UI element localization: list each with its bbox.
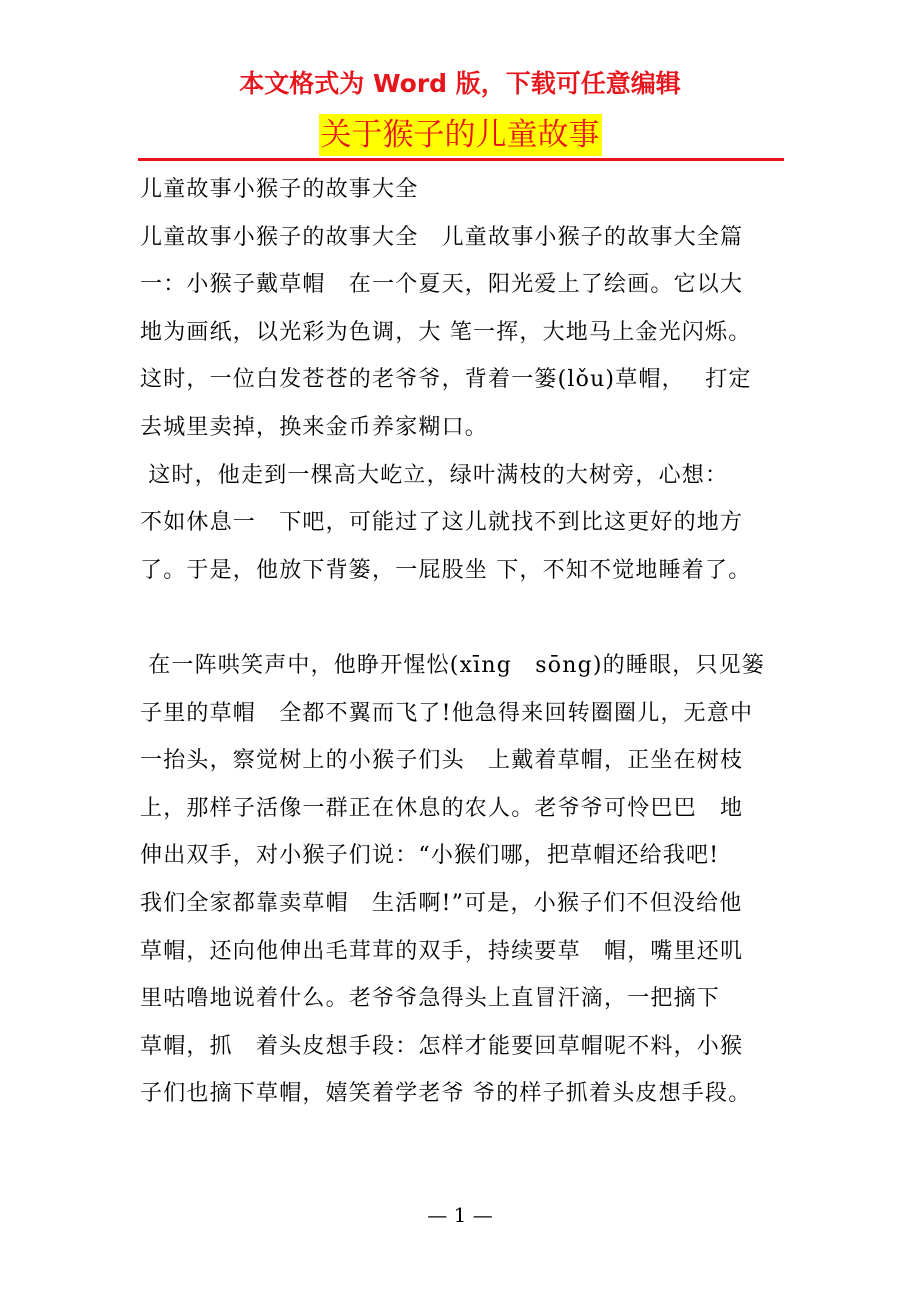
paragraph-line: 上，那样子活像一群正在休息的农人。老爷爷可怜巴巴 地 [140,795,744,821]
format-notice-banner: 本文格式为 Word 版，下载可任意编辑 [239,69,681,98]
paragraph-line: 一抬头，察觉树上的小猴子们头 上戴着草帽，正坐在树枝 [140,748,744,774]
subtitle-line: 儿童故事小猴子的故事大全 [140,177,419,202]
paragraph-line: 子们也摘下草帽，嬉笑着学老爷 爷的样子抓着头皮想手段。 [140,1081,752,1107]
document-title: 关于猴子的儿童故事 [319,114,602,156]
document-title-wrapper [0,114,920,156]
paragraph-line: 儿童故事小猴子的故事大全 儿童故事小猴子的故事大全篇 [140,224,744,250]
title-divider [138,158,784,161]
paragraph-line: 我们全家都靠卖草帽 生活啊!”可是，小猴子们不但没给他 [140,890,743,916]
paragraph-line: 里咕噜地说着什么。老爷爷急得头上直冒汗滴，一把摘下 [140,986,721,1012]
paragraph-line: 不如休息一 下吧，可能过了这儿就找不到比这更好的地方 [140,510,744,536]
paragraph-line: 这时，他走到一棵高大屹立，绿叶满枝的大树旁，心想： [140,462,729,488]
paragraph-line: 草帽，还向他伸出毛茸茸的双手，持续要草 帽，嘴里还叽 [140,938,744,964]
document-body [140,166,785,1118]
paragraph-line: 伸出双手，对小猴子们说：“小猴们哪，把草帽还给我吧! [140,843,720,869]
paragraph-line: 草帽，抓 着头皮想手段：怎样才能要回草帽呢不料，小猴 [140,1033,744,1059]
page-number: — 1 — [427,1203,493,1227]
paragraph-line: 去城里卖掉，换来金币养家糊口。 [140,414,489,440]
paragraph-line: 在一阵哄笑声中，他睁开惺忪(xīng sōng)的睡眼，只见篓 [140,652,766,678]
paragraph-line: 地为画纸，以光彩为色调，大 笔一挥，大地马上金光闪烁。 [140,319,752,345]
blank-line [140,594,785,642]
paragraph-line: 一：小猴子戴草帽 在一个夏天，阳光爱上了绘画。它以大 [140,272,744,298]
paragraph-line: 这时，一位白发苍苍的老爷爷，背着一篓(lǒu)草帽， 打定 [140,367,752,393]
paragraph-line: 子里的草帽 全都不翼而飞了!他急得来回转圈圈儿，无意中 [140,700,754,726]
paragraph-line: 了。于是，他放下背篓，一屁股坐 下，不知不觉地睡着了。 [140,557,752,583]
